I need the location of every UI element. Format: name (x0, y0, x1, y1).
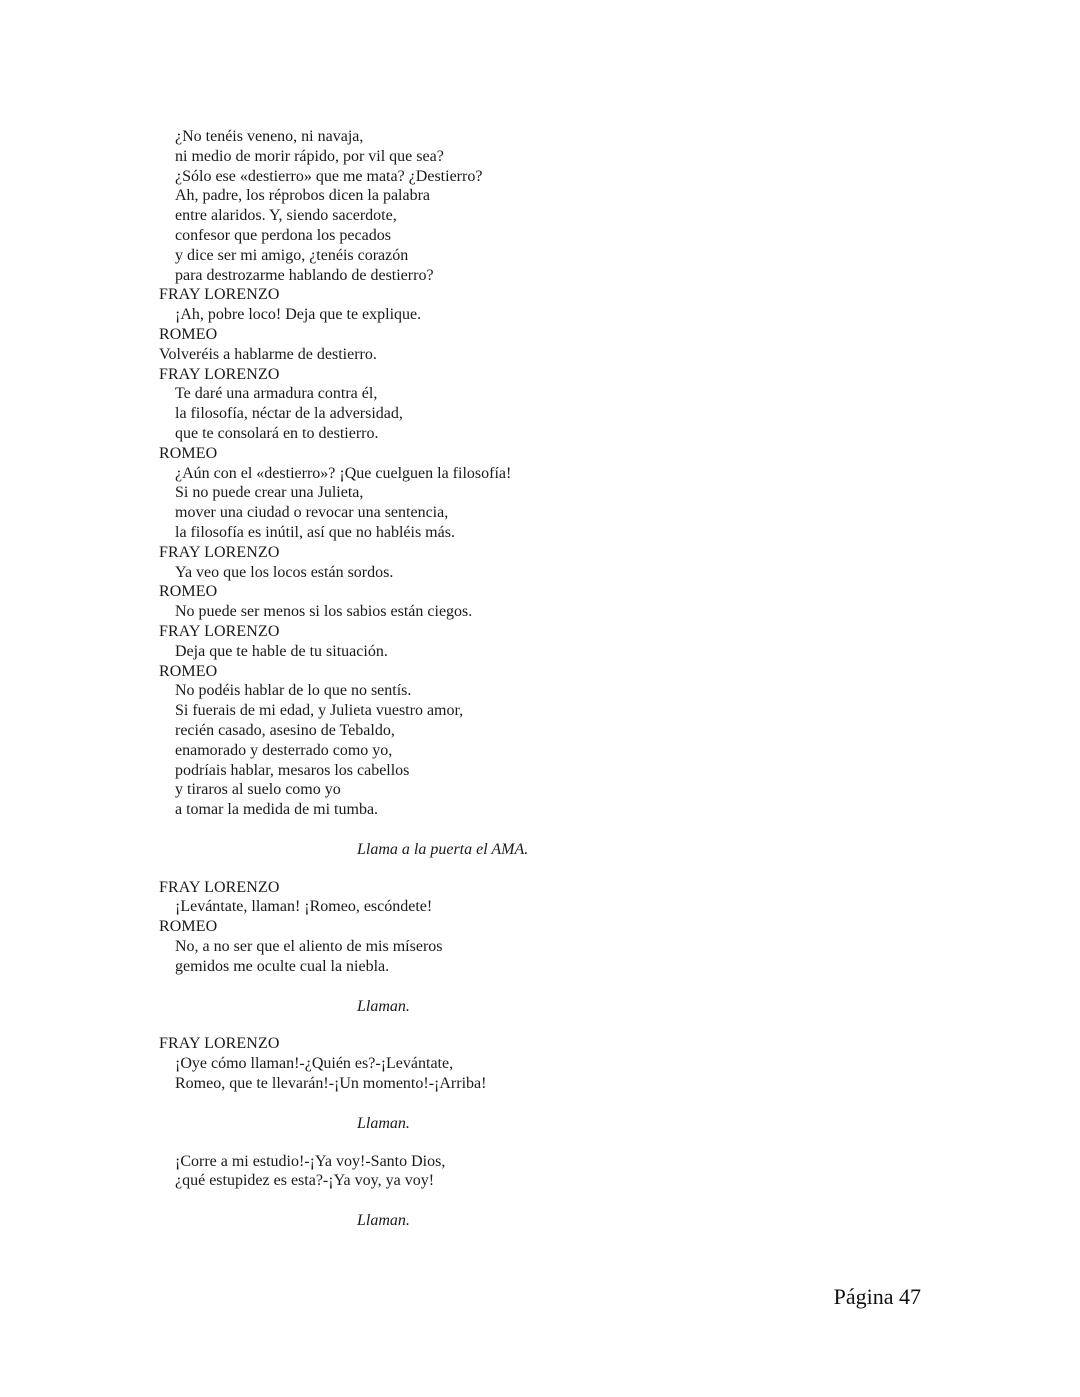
verse-line: No podéis hablar de lo que no sentís. (175, 682, 412, 700)
verse-line: No puede ser menos si los sabios están ciegos. (175, 603, 473, 621)
stage-direction: Llaman. (357, 997, 410, 1015)
speaker-name: FRAY LORENZO (159, 622, 280, 640)
verse-line: podríais hablar, mesaros los cabellos (175, 761, 410, 779)
verse-line: y dice ser mi amigo, ¿tenéis corazón (175, 246, 409, 264)
verse-line: ¿No tenéis veneno, ni navaja, (175, 128, 364, 145)
verse-line: ¡Levántate, llaman! ¡Romeo, escóndete! (175, 898, 433, 916)
verse-line: confesor que perdona los pecados (175, 226, 391, 244)
speaker-name: ROMEO (159, 325, 218, 343)
verse-line: ¿Aún con el «destierro»? ¡Que cuelguen la filosofía! (175, 464, 512, 482)
stage-direction: Llaman. (357, 1114, 410, 1132)
play-script-body (159, 127, 779, 1249)
verse-line: ¿Sólo ese «destierro» que me mata? ¿Destierro? (175, 167, 483, 185)
verse-line: recién casado, asesino de Tebaldo, (175, 721, 395, 739)
verse-line: ¡Ah, pobre loco! Deja que te explique. (175, 306, 422, 324)
verse-line: Si no puede crear una Julieta, (175, 484, 364, 502)
verse-line: Deja que te hable de tu situación. (175, 642, 388, 660)
speaker-name: ROMEO (159, 444, 218, 462)
verse-line: la filosofía es inútil, así que no habléis más. (175, 523, 455, 541)
speaker-name: FRAY LORENZO (159, 1035, 280, 1053)
verse-line: a tomar la medida de mi tumba. (175, 801, 379, 819)
verse-line: enamorado y desterrado como yo, (175, 741, 393, 759)
speaker-name: ROMEO (159, 583, 218, 601)
verse-line: Si fuerais de mi edad, y Julieta vuestro amor, (175, 702, 464, 720)
speaker-name: ROMEO (159, 662, 218, 680)
speaker-name: FRAY LORENZO (159, 878, 280, 896)
verse-line: No, a no ser que el aliento de mis míseros (175, 938, 443, 956)
verse-line: Ah, padre, los réprobos dicen la palabra (175, 187, 431, 205)
speaker-name: FRAY LORENZO (159, 286, 280, 304)
verse-line: gemidos me oculte cual la niebla. (175, 957, 390, 975)
verse-line: mover una ciudad o revocar una sentencia, (175, 504, 449, 522)
verse-line: que te consolará en to destierro. (175, 424, 379, 442)
verse-line: Ya veo que los locos están sordos. (175, 563, 394, 581)
verse-line: Te daré una armadura contra él, (175, 385, 378, 403)
stage-direction: Llaman. (357, 1212, 410, 1230)
verse-line: para destrozarme hablando de destierro? (175, 266, 434, 284)
verse-line: ¡Oye cómo llaman!-¿Quién es?-¡Levántate, (175, 1055, 454, 1073)
verse-line: la filosofía, néctar de la adversidad, (175, 405, 403, 423)
verse-line: ¿qué estupidez es esta?-¡Ya voy, ya voy! (175, 1172, 435, 1190)
verse-line: ni medio de morir rápido, por vil que sea? (175, 147, 444, 165)
verse-line: y tiraros al suelo como yo (175, 781, 341, 799)
speaker-name: ROMEO (159, 918, 218, 936)
dialogue-line: Volveréis a hablarme de destierro. (159, 345, 377, 363)
verse-line: entre alaridos. Y, siendo sacerdote, (175, 207, 397, 225)
speaker-name: FRAY LORENZO (159, 365, 280, 383)
speaker-name: FRAY LORENZO (159, 543, 280, 561)
verse-line: Romeo, que te llevarán!-¡Un momento!-¡Arriba! (175, 1075, 487, 1093)
verse-line: ¡Corre a mi estudio!-¡Ya voy!-Santo Dios, (175, 1152, 446, 1170)
page-number: Página 47 (833, 1284, 921, 1309)
stage-direction: Llama a la puerta el AMA. (357, 840, 529, 858)
